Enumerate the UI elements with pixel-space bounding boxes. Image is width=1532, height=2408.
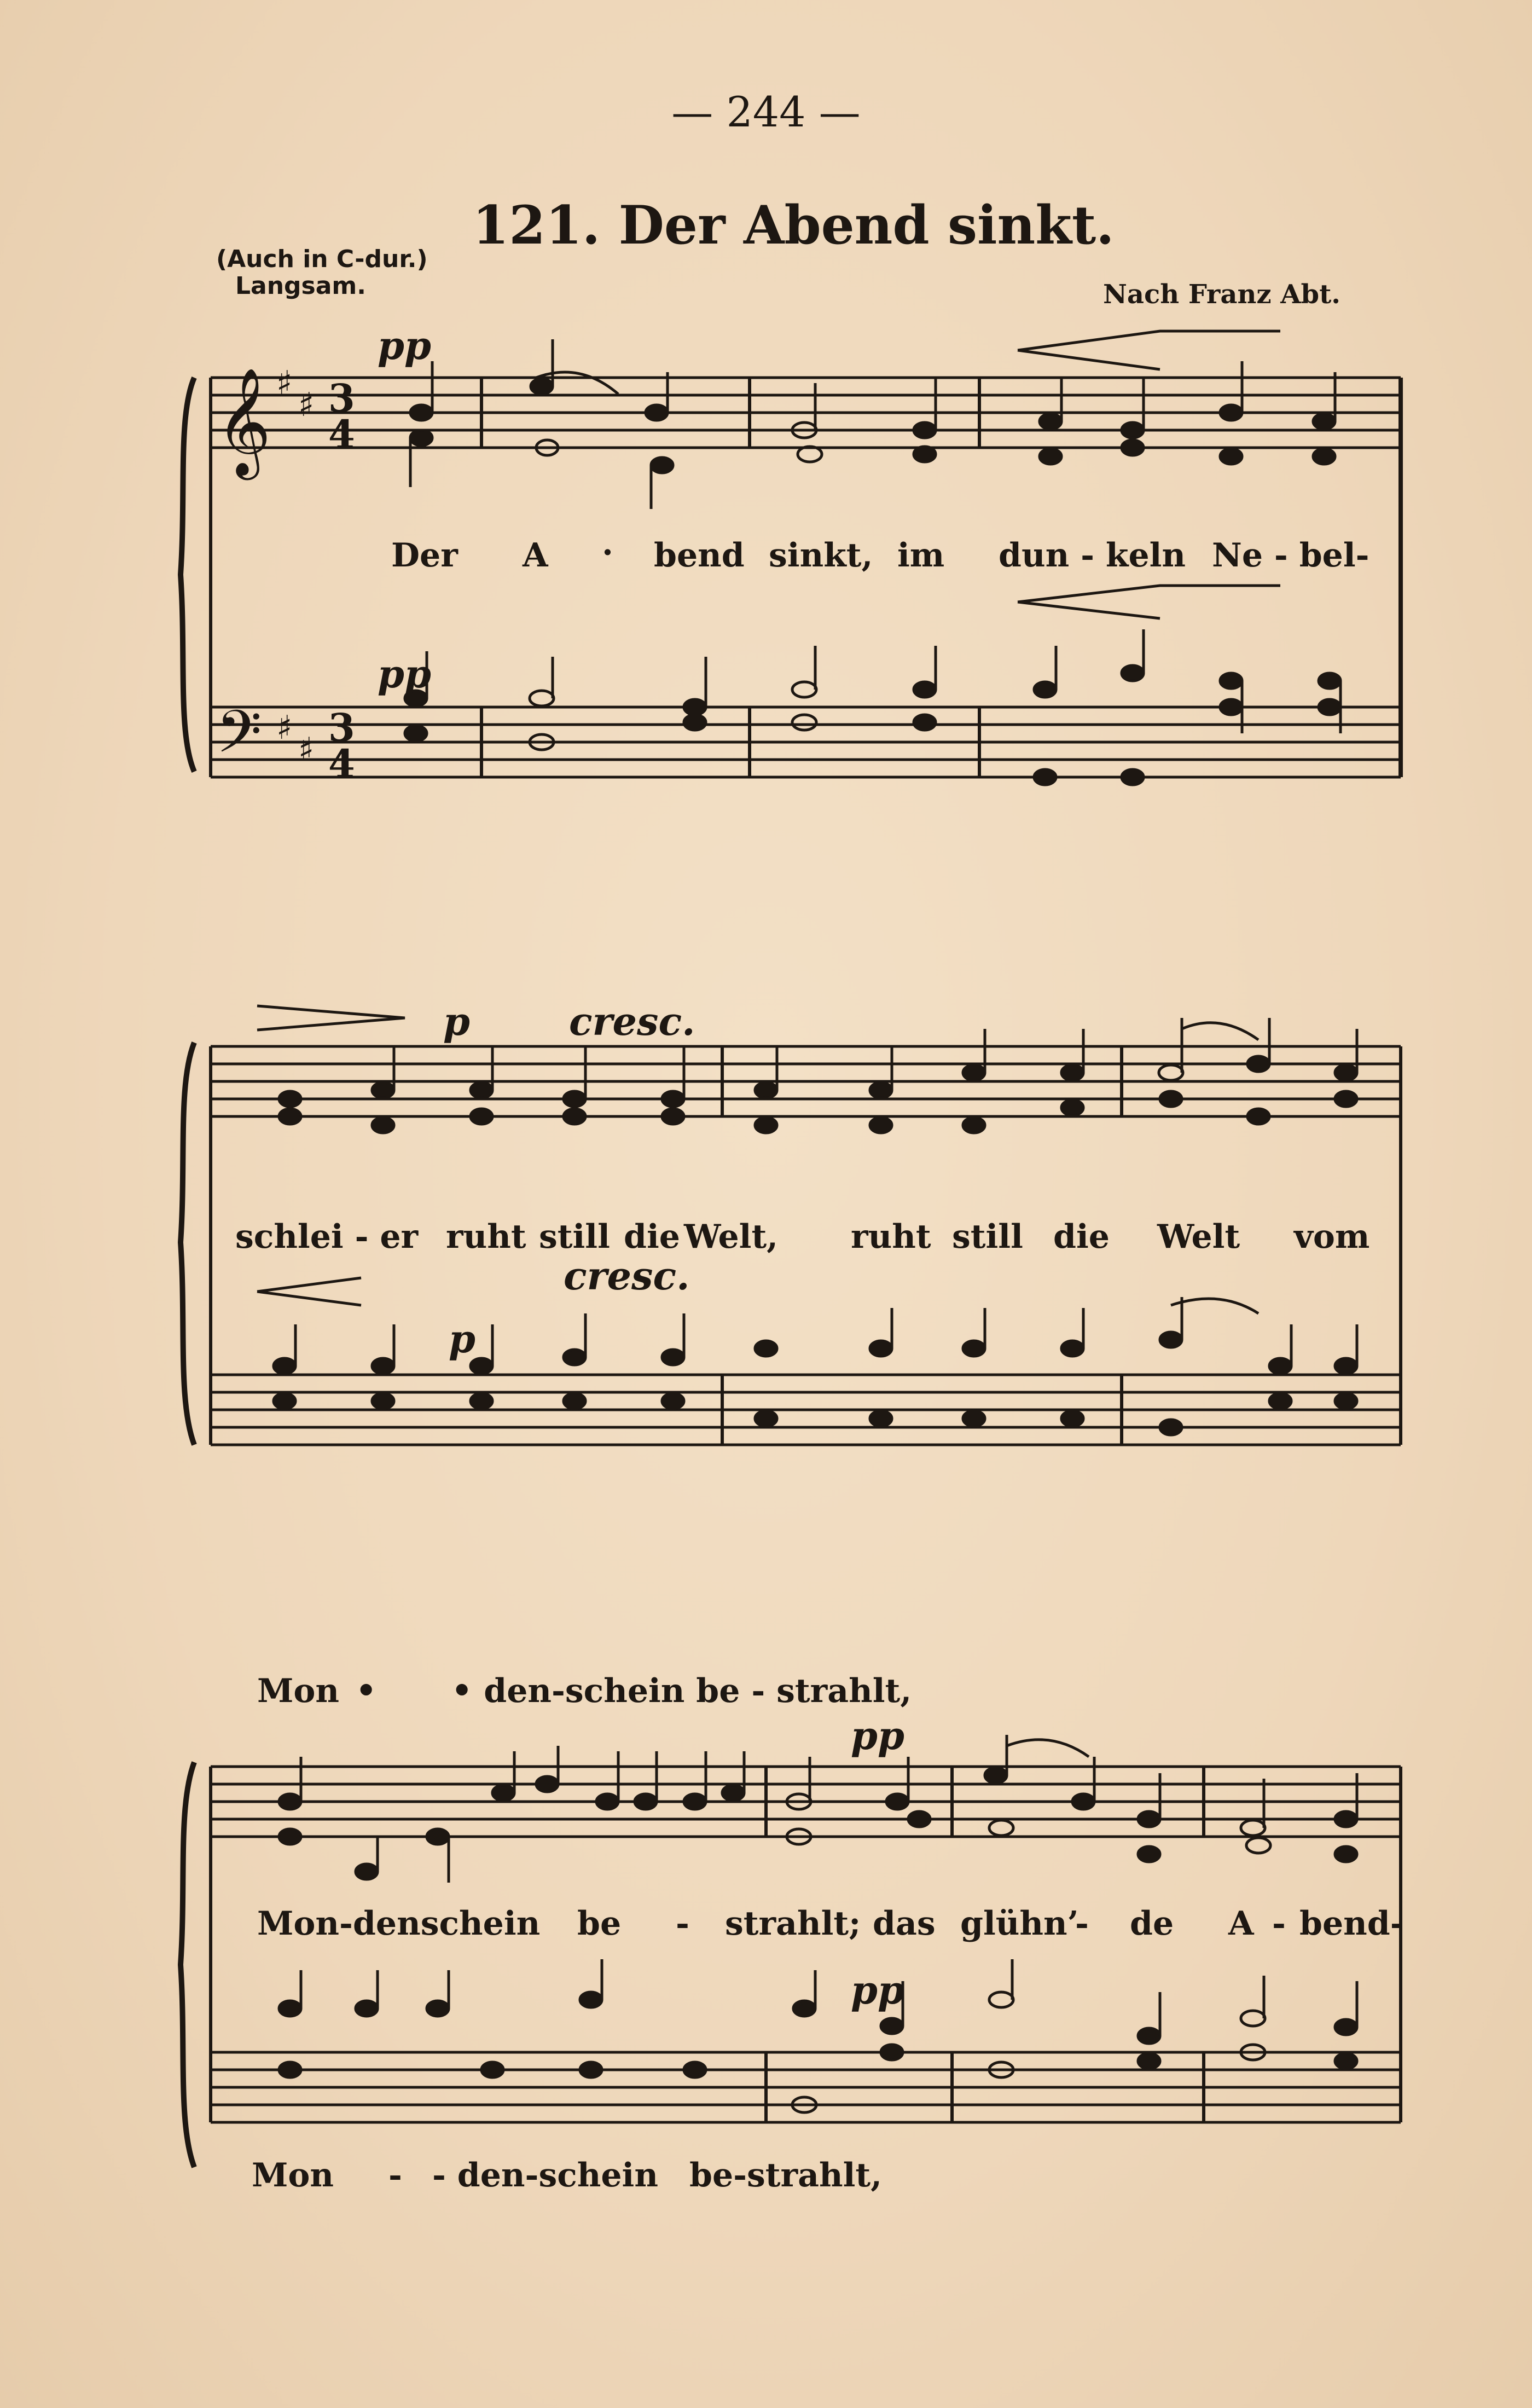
- system-1-brace: [181, 378, 194, 772]
- lyric-syllable: be: [577, 1905, 622, 1943]
- slur: [1007, 1740, 1089, 1757]
- piano-marking: p: [449, 1316, 475, 1362]
- lyric-hyphen: ·: [602, 534, 613, 572]
- lyric-syllable: vom: [1294, 1218, 1370, 1256]
- lyric-syllable: Mon-denschein: [257, 1905, 541, 1943]
- lyric-syllable: ruht: [851, 1218, 931, 1256]
- lyric-syllable: A: [1228, 1905, 1254, 1943]
- time-signature-top: 3: [328, 375, 355, 421]
- lyric-syllable: schlei - er: [235, 1218, 419, 1256]
- lyric-hyphen: -: [388, 2156, 402, 2195]
- system-3-brace: [181, 1762, 194, 2167]
- treble-clef-icon: 𝄞: [216, 367, 271, 476]
- lyric-syllable: sinkt,: [769, 536, 873, 575]
- lyric-hyphen: •: [356, 1672, 377, 1710]
- lyric-syllable: Ne - bel-: [1212, 536, 1369, 575]
- lyric-syllable: strahlt;: [725, 1905, 861, 1943]
- lyric-syllable: A: [523, 536, 548, 575]
- slur: [1182, 1023, 1258, 1040]
- lyric-syllable: dun - keln: [999, 536, 1186, 575]
- system-3-treble-notes: [279, 1735, 1357, 1883]
- decrescendo-hairpin: [257, 1006, 405, 1030]
- pianissimo-marking: pp: [378, 323, 431, 368]
- lyric-syllable: glühn’: [960, 1905, 1079, 1943]
- decrescendo-hairpin: [1018, 602, 1160, 618]
- lyric-syllable: bend-: [1299, 1905, 1404, 1943]
- bass-clef-icon: 𝄢: [216, 697, 262, 780]
- decrescendo-hairpin: [1018, 331, 1280, 350]
- system-3-bass-notes: [279, 1959, 1357, 2112]
- system-1-staves: [181, 378, 1401, 777]
- tempo-marking: Langsam.: [235, 272, 366, 300]
- lyric-hyphen: -: [1075, 1905, 1089, 1943]
- lyric-syllable: bend: [654, 536, 745, 575]
- lyric-syllable: Welt,: [684, 1218, 779, 1256]
- lyric-syllable: Der: [391, 536, 458, 575]
- time-signature-bottom: 4: [328, 412, 355, 457]
- lyric-syllable: Mon: [252, 2156, 334, 2195]
- lyric-syllable: - den-schein: [432, 2156, 658, 2195]
- slur: [1171, 1299, 1258, 1313]
- key-sharp-icon: ♯: [298, 386, 315, 424]
- lyric-syllable: die: [624, 1218, 680, 1256]
- system-1-treble-notes: [410, 339, 1335, 509]
- time-signature-top: 3: [328, 705, 355, 750]
- decrescendo-hairpin: [257, 1278, 361, 1292]
- key-sharp-icon: ♯: [298, 731, 315, 769]
- pianissimo-marking: pp: [378, 651, 431, 697]
- lyric-hyphen: -: [676, 1905, 689, 1943]
- piano-marking: p: [443, 999, 470, 1044]
- composer-credit: Nach Franz Abt.: [1103, 279, 1340, 310]
- pianissimo-marking: pp: [851, 1713, 904, 1758]
- lyric-syllable: Mon: [257, 1672, 340, 1710]
- lyric-syllable: be-strahlt,: [689, 2156, 883, 2195]
- system-2-bass-notes: [274, 1297, 1357, 1435]
- lyric-syllable: still: [952, 1218, 1023, 1256]
- lyric-syllable: • den-schein be - strahlt,: [451, 1672, 912, 1710]
- page-number: — 244 —: [671, 88, 861, 136]
- system-3-staves: [181, 1762, 1401, 2167]
- lyric-syllable: Welt: [1157, 1218, 1240, 1256]
- decrescendo-hairpin: [257, 1292, 361, 1305]
- lyric-syllable: das: [873, 1905, 936, 1943]
- lyric-syllable: im: [897, 536, 945, 575]
- pianissimo-marking: pp: [851, 1967, 904, 2013]
- lyric-syllable: die: [1053, 1218, 1110, 1256]
- decrescendo-hairpin: [1018, 586, 1280, 602]
- crescendo-marking: cresc.: [564, 1253, 690, 1299]
- decrescendo-hairpin: [1018, 350, 1160, 369]
- lyric-hyphen: -: [1272, 1905, 1286, 1943]
- key-variant-note: (Auch in C-dur.): [216, 245, 428, 273]
- crescendo-marking: cresc.: [569, 999, 695, 1044]
- lyric-syllable: ruht: [446, 1218, 526, 1256]
- system-2-brace: [181, 1043, 194, 1445]
- key-sharp-icon: ♯: [276, 364, 293, 402]
- song-title: 121. Der Abend sinkt.: [472, 194, 1115, 256]
- lyric-syllable: de: [1130, 1905, 1174, 1943]
- lyric-syllable: still: [539, 1218, 610, 1256]
- time-signature-bottom: 4: [328, 741, 355, 786]
- key-sharp-icon: ♯: [276, 709, 293, 747]
